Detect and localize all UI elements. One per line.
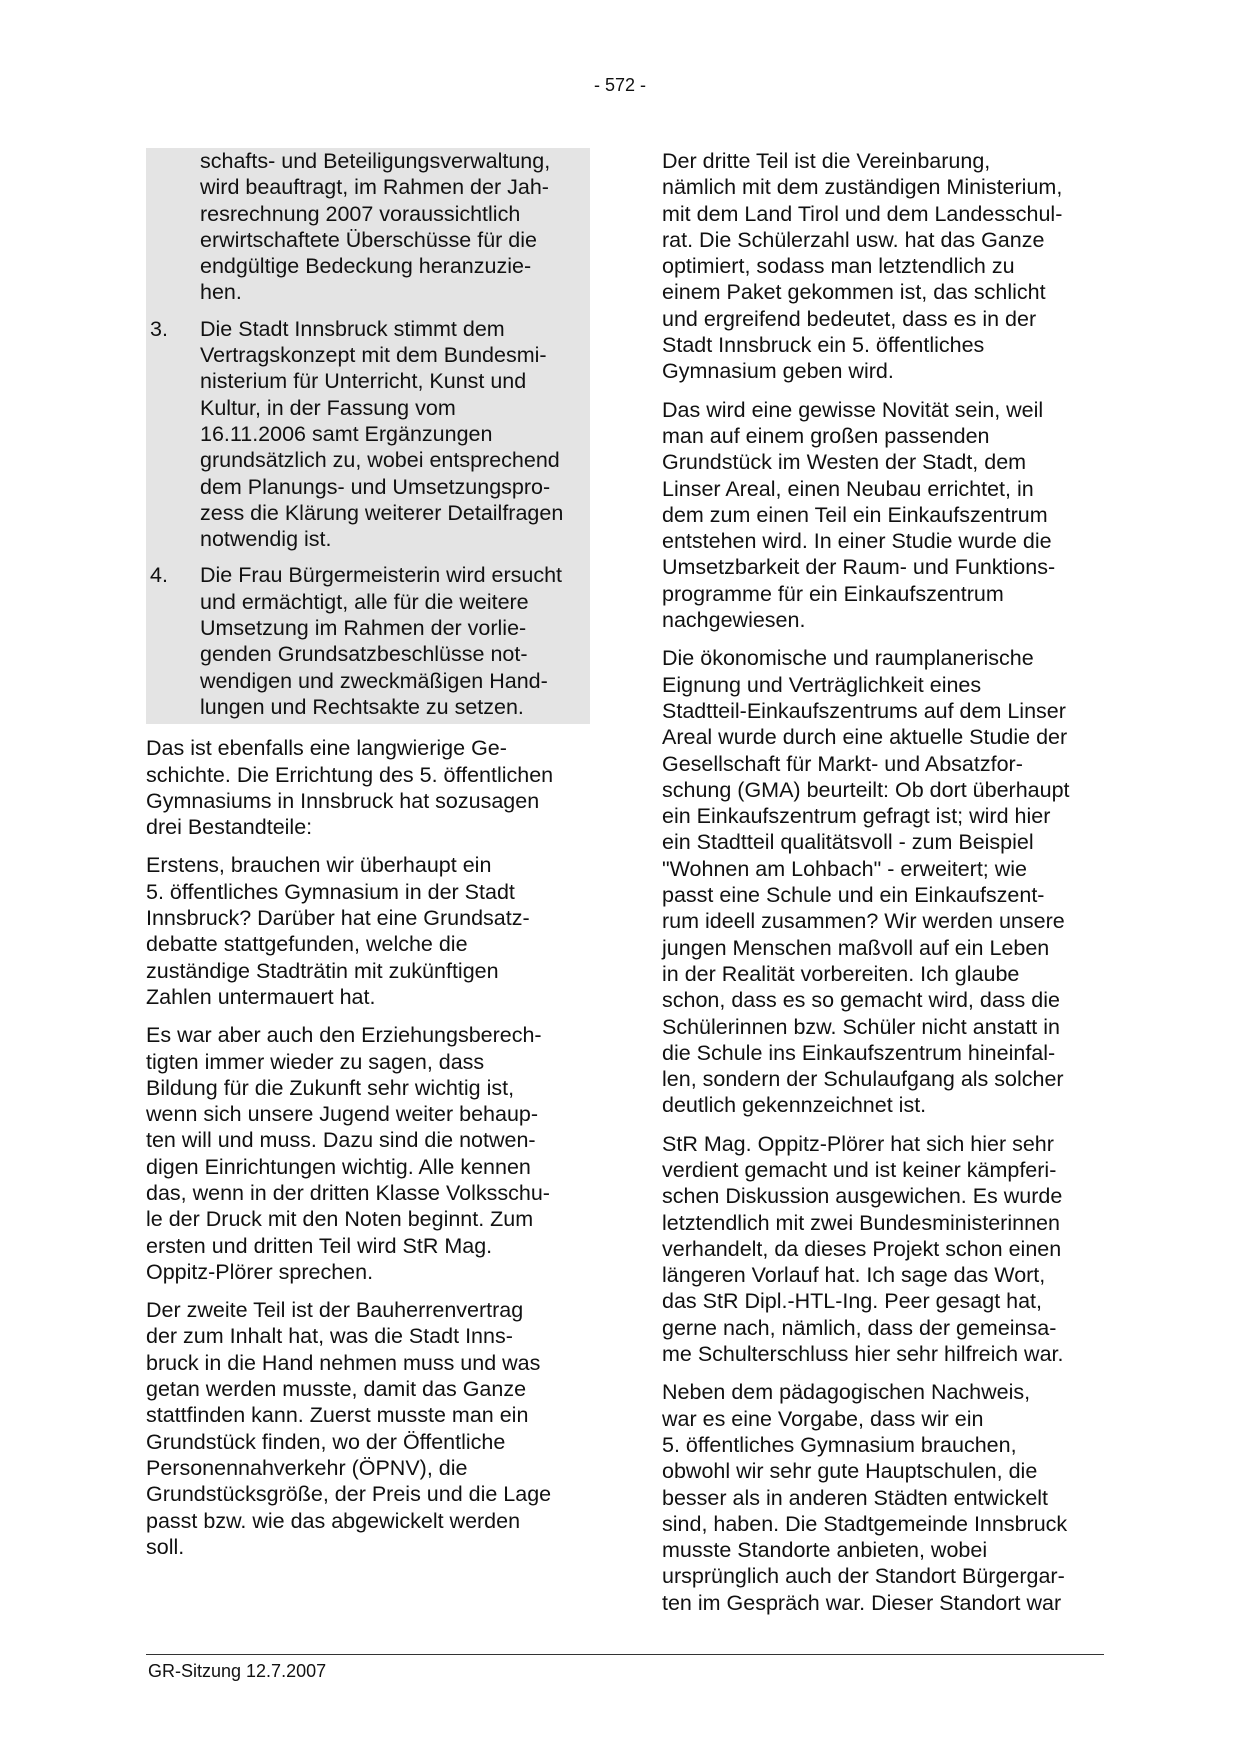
text-line: Der dritte Teil ist die Vereinbarung, [662, 149, 991, 173]
text-line: jungen Menschen maßvoll auf ein Leben [662, 935, 1050, 960]
text-line: Stadtteil-Einkaufszentrums auf dem Linser [662, 698, 1066, 723]
text-line: rat. Die Schülerzahl usw. hat das Ganze [662, 227, 1045, 252]
text-line: 5. öffentliches Gymnasium in der Stadt [146, 879, 515, 904]
page-number: - 572 - [593, 75, 647, 95]
text-line: ten im Gespräch war. Dieser Standort war [662, 1590, 1062, 1615]
paragraph [662, 1131, 1114, 1368]
item-number: 4. [150, 563, 168, 588]
text-line: obwohl wir sehr gute Hauptschulen, die [662, 1459, 1038, 1484]
text-line: soll. [146, 1534, 185, 1559]
text-line: me Schulterschluss hier sehr hilfreich war. [662, 1342, 1064, 1367]
text-line: Zahlen untermauert hat. [146, 984, 376, 1009]
paragraph [146, 852, 590, 1010]
resolution-block [146, 148, 590, 724]
text-line: Grundstücksgröße, der Preis und die Lage [146, 1482, 552, 1507]
text-line: deutlich gekennzeichnet ist. [662, 1093, 927, 1118]
text-line: StR Mag. Oppitz-Plörer hat sich hier sehr [662, 1131, 1054, 1156]
text-line: Das ist ebenfalls eine langwierige Ge- [146, 736, 507, 761]
text-line: Gymnasium geben wird. [662, 359, 894, 384]
text-line: das, wenn in der dritten Klasse Volksschu- [146, 1180, 550, 1205]
text-line: passt bzw. wie das abgewickelt werden [146, 1508, 521, 1533]
text-line: nämlich mit dem zuständigen Ministerium, [662, 175, 1063, 200]
text-line: Es war aber auch den Erziehungsberech- [146, 1023, 542, 1048]
text-line: Umsetzung im Rahmen der vorlie- [200, 616, 527, 641]
text-line: Neben dem pädagogischen Nachweis, [662, 1380, 1031, 1405]
paragraph [146, 1297, 590, 1560]
text-line: wenn sich unsere Jugend weiter behaup- [146, 1102, 539, 1127]
text-line: schafts- und Beteiligungsverwaltung, [200, 149, 551, 173]
text-line: stattfinden kann. Zuerst musste man ein [146, 1403, 529, 1428]
resolution-item-4 [150, 562, 586, 720]
text-line: tigten immer wieder zu sagen, dass [146, 1049, 485, 1074]
text-line: Erstens, brauchen wir überhaupt ein [146, 853, 492, 878]
text-line: wird beauftragt, im Rahmen der Jah- [200, 175, 549, 200]
text-line: besser als in anderen Städten entwickelt [662, 1485, 1049, 1510]
text-line: grundsätzlich zu, wobei entsprechend [200, 448, 560, 473]
text-line: Areal wurde durch eine aktuelle Studie der [662, 725, 1068, 750]
text-line: Eignung und Verträglichkeit eines [662, 672, 982, 697]
text-line: dem Planungs- und Umsetzungspro- [200, 474, 551, 499]
text-line: "Wohnen am Lohbach" - erweitert; wie [662, 856, 1028, 881]
text-line: lungen und Rechtsakte zu setzen. [200, 694, 524, 719]
text-line: Linser Areal, einen Neubau errichtet, in [662, 476, 1034, 501]
text-line: ein Einkaufszentrum gefragt ist; wird hier [662, 804, 1051, 829]
text-line: das StR Dipl.-HTL-Ing. Peer gesagt hat, [662, 1289, 1043, 1314]
text-line: nachgewiesen. [662, 608, 806, 633]
paragraph [662, 148, 1114, 385]
text-line: optimiert, sodass man letztendlich zu [662, 254, 1015, 279]
text-line: Gymnasiums in Innsbruck hat sozusagen [146, 788, 540, 813]
text-line: le der Druck mit den Noten beginnt. Zum [146, 1207, 534, 1232]
left-column [146, 148, 590, 1572]
text-line: Der zweite Teil ist der Bauherrenvertrag [146, 1298, 524, 1323]
text-line: Kultur, in der Fassung vom [200, 395, 456, 420]
text-line: musste Standorte anbieten, wobei [662, 1538, 988, 1563]
item-text [200, 562, 586, 720]
text-line: längeren Vorlauf hat. Ich sage das Wort, [662, 1263, 1046, 1288]
paragraph [662, 645, 1114, 1118]
text-line: getan werden musste, damit das Ganze [146, 1377, 527, 1402]
text-line: die Schule ins Einkaufszentrum hineinfal- [662, 1040, 1056, 1065]
text-line: Schülerinnen bzw. Schüler nicht anstatt in [662, 1014, 1060, 1039]
text-line: Die ökonomische und raumplanerische [662, 646, 1034, 671]
right-column [662, 148, 1114, 1628]
item-number: 3. [150, 316, 168, 341]
text-line: rum ideell zusammen? Wir werden unsere [662, 909, 1065, 934]
text-line: Die Stadt Innsbruck stimmt dem [200, 316, 505, 341]
text-line: 5. öffentliches Gymnasium brauchen, [662, 1432, 1017, 1457]
text-line: Personennahverkehr (ÖPNV), die [146, 1455, 468, 1480]
text-line: und ermächtigt, alle für die weitere [200, 589, 529, 614]
text-line: bruck in die Hand nehmen muss und was [146, 1350, 541, 1375]
text-line: hen. [200, 280, 242, 305]
text-line: ten will und muss. Dazu sind die notwen- [146, 1128, 536, 1153]
text-line: Innsbruck? Darüber hat eine Grundsatz- [146, 906, 530, 931]
item-text [200, 316, 586, 553]
text-line: nisterium für Unterricht, Kunst und [200, 369, 527, 394]
footer-divider [146, 1654, 1104, 1655]
text-line: verhandelt, da dieses Projekt schon einen [662, 1236, 1062, 1261]
paragraph [146, 735, 590, 840]
text-line: Oppitz-Plörer sprechen. [146, 1259, 374, 1284]
text-line: schon, dass es so gemacht wird, dass die [662, 988, 1060, 1013]
text-line: 16.11.2006 samt Ergänzungen [200, 421, 493, 446]
text-line: Stadt Innsbruck ein 5. öffentliches [662, 333, 985, 358]
text-line: drei Bestandteile: [146, 815, 313, 840]
paragraph [662, 397, 1114, 634]
text-line: gerne nach, nämlich, dass der gemeinsa- [662, 1315, 1057, 1340]
text-line: einem Paket gekommen ist, das schlicht [662, 280, 1046, 305]
text-line: ursprünglich auch der Standort Bürgergar- [662, 1564, 1065, 1589]
text-line: ersten und dritten Teil wird StR Mag. [146, 1233, 493, 1258]
resolution-item-3 [150, 316, 586, 553]
text-line: man auf einem großen passenden [662, 423, 990, 448]
text-line: zess die Klärung weiterer Detailfragen [200, 500, 564, 525]
text-line: Gesellschaft für Markt- und Absatzfor- [662, 751, 1023, 776]
text-line: Grundstück im Westen der Stadt, dem [662, 450, 1027, 475]
text-line: schichte. Die Errichtung des 5. öffentlichen [146, 762, 554, 787]
text-line: wendigen und zweckmäßigen Hand- [200, 668, 548, 693]
text-line: programme für ein Einkaufszentrum [662, 581, 1004, 606]
text-line: mit dem Land Tirol und dem Landesschul- [662, 201, 1063, 226]
text-line: verdient gemacht und ist keiner kämpferi- [662, 1157, 1057, 1182]
text-line: passt eine Schule und ein Einkaufszent- [662, 883, 1045, 908]
text-line: dem zum einen Teil ein Einkaufszentrum [662, 502, 1048, 527]
paragraph [146, 1022, 590, 1285]
text-line: debatte stattgefunden, welche die [146, 932, 468, 957]
text-line: erwirtschaftete Überschüsse für die [200, 227, 537, 252]
text-line: Die Frau Bürgermeisterin wird ersucht [200, 563, 563, 588]
text-line: Grundstück finden, wo der Öffentliche [146, 1429, 506, 1454]
text-line: zuständige Stadträtin mit zukünftigen [146, 958, 499, 983]
text-line: in der Realität vorbereiten. Ich glaube [662, 961, 1020, 986]
paragraph [662, 1379, 1114, 1616]
text-line: letztendlich mit zwei Bundesministerinnen [662, 1210, 1060, 1235]
text-line: schung (GMA) beurteilt: Ob dort überhaupt [662, 777, 1070, 802]
text-line: Vertragskonzept mit dem Bundesmi- [200, 343, 547, 368]
text-line: Bildung für die Zukunft sehr wichtig ist, [146, 1075, 515, 1100]
text-line: endgültige Bedeckung heranzuzie- [200, 254, 532, 279]
text-line: genden Grundsatzbeschlüsse not- [200, 642, 528, 667]
text-line: schen Diskussion ausgewichen. Es wurde [662, 1184, 1063, 1209]
resolution-continuation [150, 148, 586, 306]
footer-session-label: GR-Sitzung 12.7.2007 [148, 1661, 327, 1681]
text-line: entstehen wird. In einer Studie wurde die [662, 529, 1052, 554]
text-line: ein Stadtteil qualitätsvoll - zum Beispiel [662, 830, 1034, 855]
text-line: digen Einrichtungen wichtig. Alle kennen [146, 1154, 531, 1179]
text-line: war es eine Vorgabe, dass wir ein [662, 1406, 984, 1431]
text-line: der zum Inhalt hat, was die Stadt Inns- [146, 1324, 513, 1349]
text-line: und ergreifend bedeutet, dass es in der [662, 306, 1037, 331]
text-line: notwendig ist. [200, 527, 332, 552]
text-line: len, sondern der Schulaufgang als solcher [662, 1067, 1064, 1092]
text-line: Umsetzbarkeit der Raum- und Funktions- [662, 555, 1056, 580]
text-line: resrechnung 2007 voraussichtlich [200, 201, 521, 226]
text-line: Das wird eine gewisse Novität sein, weil [662, 397, 1044, 422]
text-line: sind, haben. Die Stadtgemeinde Innsbruck [662, 1511, 1068, 1536]
